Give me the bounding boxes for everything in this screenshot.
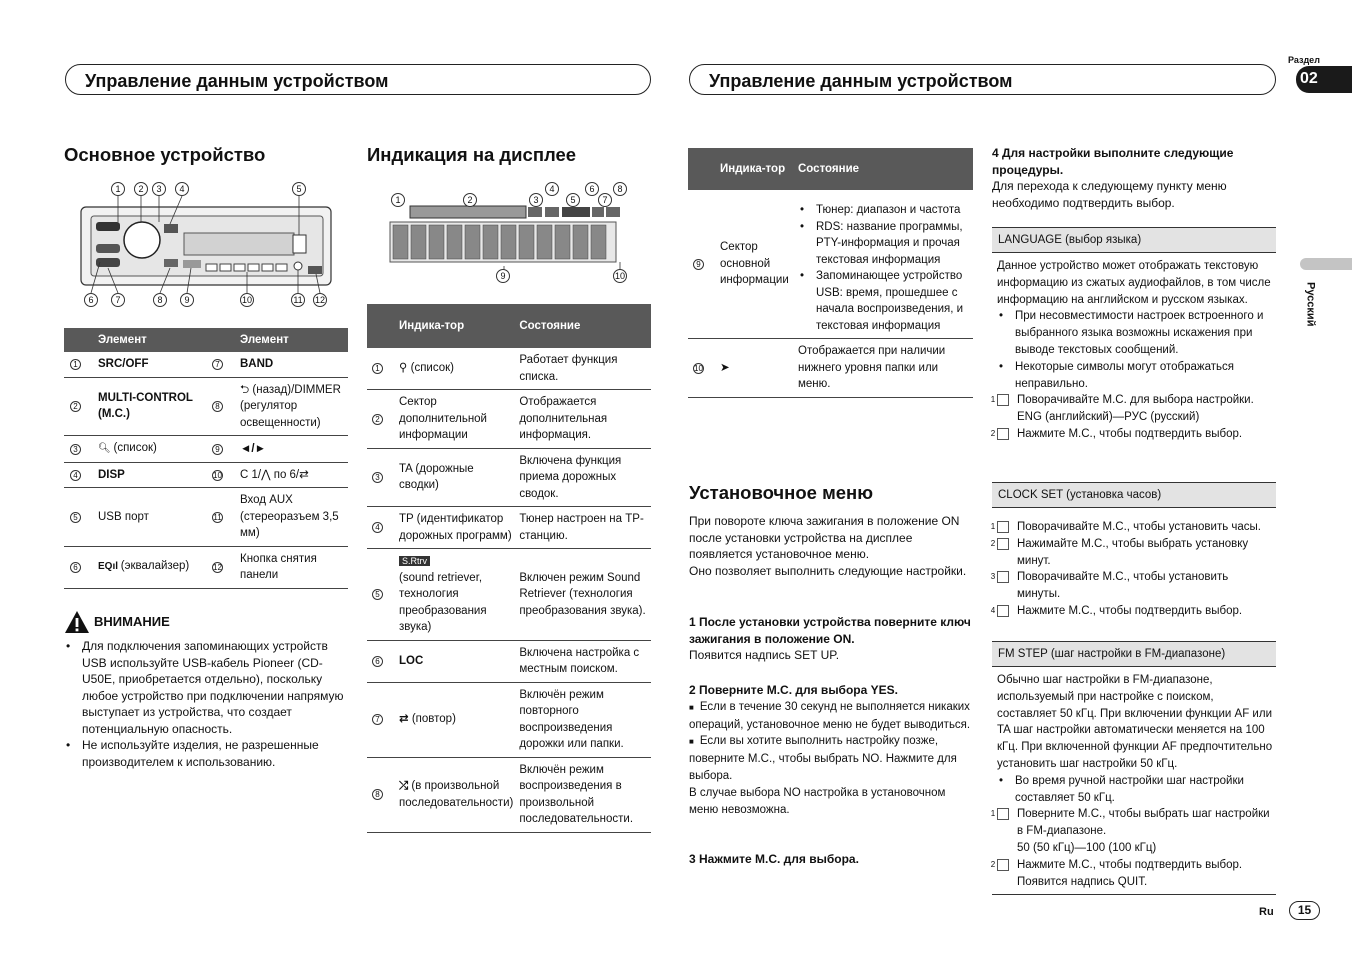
- table-row: 8 ⤮ (в произвольной последовательности) Включён режим воспроизведения в произвольной последовательности.: [367, 757, 651, 832]
- display-callout-2: 2: [463, 193, 477, 207]
- fm-step-section: Обычно шаг настройки в FM-диапазоне, используемый при настройке с поиском, составляет 50 кГц. При включении функции AF или TA шаг настройки автоматически меняется на 100 кГц. При включенной функции AF предпочтительно установить шаг настройки 50 кГц. • Во время ручной настройки шаг настройки составляет 50 кГц. 1 Поверните M.C., чтобы выбрать шаг настройки в FM-диапазоне. 50 (50 кГц)—100 (100 кГц) 2 Нажмите M.C., чтобы подтвердить выбор. Появится надпись QUIT.: [997, 672, 1273, 890]
- list-item: • Тюнер: диапазон и частота: [798, 202, 973, 219]
- table-row: 10 ➤ Отображается при наличии нижнего уровня папки или меню.: [688, 339, 973, 398]
- callout-10: 10: [241, 295, 252, 305]
- callout-9: 9: [180, 293, 194, 307]
- table-row: 1 SRC/OFF 7 BAND: [64, 352, 348, 377]
- col-header-element-2: Элемент: [240, 328, 348, 352]
- section-number: 02: [1300, 70, 1318, 87]
- table-row: 1 ⚲ (список) Работает функция списка.: [367, 348, 651, 390]
- page-number: 15: [1289, 901, 1320, 920]
- table-row: 5 S.Rtrv (sound retriever, технология преобразования звука) Включен режим Sound Retriever (технология преобразования звука).: [367, 549, 651, 641]
- display-callout-1: 1: [391, 193, 405, 207]
- warning-item: • Для подключения запоминающих устройств USB используйте USB-кабель Pioneer (CD-U50E, приобретается отдельно), поскольку любое устройство при подключении напрямую выступает из устройства, что создает потенциальную опасность.: [64, 638, 349, 737]
- indicator-table: [367, 304, 651, 833]
- warning-item: • Не используйте изделия, не разрешенные производителем к использованию.: [64, 737, 349, 770]
- setup-step-4: 4 Для настройки выполните следующие процедуры. Для перехода к следующему пункту меню необходимо подтвердить выбор.: [992, 146, 1234, 210]
- footer-language: Ru: [1259, 906, 1274, 918]
- setup-intro: При повороте ключа зажигания в положение ON после установки устройства на дисплее появляется установочное меню. Оно позволяет выполнить следующие настройки.: [689, 514, 967, 578]
- right-header-title: Управление данным устройством: [709, 71, 1013, 91]
- section-label: Раздел: [1288, 55, 1320, 65]
- callout-6: 6: [84, 293, 98, 307]
- display-callout-7: 7: [598, 193, 612, 207]
- callout-2: 2: [134, 182, 148, 196]
- display-callout-8: 8: [613, 182, 627, 196]
- display-callout-9: 9: [496, 269, 510, 283]
- callout-7: 7: [111, 293, 125, 307]
- col-header-indicator: Индика-тор: [399, 304, 519, 348]
- col-header-indicator: Индика-тор: [720, 148, 798, 190]
- table-row: 2 Сектор дополнительной информации Отображается дополнительная информация.: [367, 390, 651, 449]
- setup-step-2: 2 Поверните M.C. для выбора YES. ■ Если в течение 30 секунд не выполняется никаких операций, установочное меню не будет выводиться. ■ Если вы хотите выполнить настройку позже, поверните M.C., чтобы выбрать NO. Нажмите для выбора. В случае выбора NO настройка в установочном меню невозможна.: [689, 683, 971, 816]
- table-row: 6 LOC Включена настройка с местным поиском.: [367, 640, 651, 682]
- shuffle-icon: ⤮: [399, 780, 412, 792]
- callout-4: 4: [175, 182, 189, 196]
- table-row: 6 EQıl (эквалайзер) 12 Кнопка снятия панели: [64, 546, 348, 588]
- table-row: 4 TP (идентификатор дорожных программ) Тюнер настроен на TP-станцию.: [367, 507, 651, 549]
- table-row: 3 TA (дорожные сводки) Включена функция приема дорожных сводок.: [367, 448, 651, 507]
- display-callout-6: 6: [585, 182, 599, 196]
- warning-icon: [64, 610, 90, 634]
- back-icon: ⮌: [240, 383, 253, 396]
- head-unit-drawing: [64, 180, 348, 310]
- clock-section-header: CLOCK SET (установка часов): [992, 482, 1276, 508]
- equalizer-icon: EQıl: [98, 561, 121, 573]
- bullet-square-icon: ■: [689, 702, 694, 712]
- folder-level-icon: ➤: [720, 361, 730, 374]
- indicator-table-continued: [688, 148, 973, 398]
- srtrv-badge: S.Rtrv: [399, 556, 430, 566]
- setup-step-1: 1 После установки устройства поверните ключ зажигания в положение ON. Появится надпись SET UP.: [689, 615, 971, 662]
- callout-11: 11: [291, 293, 305, 307]
- language-tab-label: Русский: [1304, 282, 1317, 327]
- main-unit-illustration: [64, 180, 348, 310]
- bullet-square-icon: ■: [689, 737, 694, 747]
- fm-step-bottom-rule: [992, 894, 1276, 895]
- list-item: • Запоминающее устройство USB: время, прошедшее с начала воспроизведения, и текстовая информация: [798, 268, 973, 334]
- language-section-header: LANGUAGE (выбор языка): [992, 227, 1276, 253]
- search-icon: 🔍︎: [98, 443, 114, 454]
- col-header-state: Состояние: [519, 304, 651, 348]
- list-item: • RDS: название программы, PTY-информация и прочая текстовая информация: [798, 219, 973, 269]
- language-tab: [1300, 258, 1352, 270]
- display-callout-5: 5: [566, 193, 580, 207]
- list-search-icon: ⚲: [399, 362, 411, 375]
- repeat-icon: ⇄: [299, 468, 309, 481]
- col-header-element-1: Элемент: [98, 328, 206, 352]
- display-callout-3: 3: [529, 193, 543, 207]
- repeat-icon: ⇄: [399, 713, 412, 726]
- table-row: 4 DISP 10 С 1/⋀ по 6/⇄: [64, 462, 348, 488]
- table-row: 2 MULTI-CONTROL (M.C.) 8 ⮌ (назад)/DIMMER (регулятор освещенности): [64, 377, 348, 436]
- display-heading: Индикация на дисплее: [367, 144, 577, 165]
- setup-menu-heading: Установочное меню: [689, 482, 874, 503]
- element-table: [64, 328, 348, 589]
- callout-12: 12: [314, 295, 325, 305]
- callout-1: 1: [111, 182, 125, 196]
- table-row: 3 🔍︎ (список) 9 ◄/►: [64, 436, 348, 463]
- display-callout-4: 4: [545, 182, 559, 196]
- warning-title: ВНИМАНИЕ: [94, 613, 170, 629]
- callout-3: 3: [152, 182, 166, 196]
- callout-5: 5: [292, 182, 306, 196]
- table-row: 9 Сектор основной информации • Тюнер: диапазон и частота • RDS: название программы, PTY-информация и прочая текстовая информация • Запоминающее устройство USB: время, прошедшее с начала воспроизведения, и текстовая информация: [688, 190, 973, 339]
- table-row: 5 USB порт 11 Вход AUX (стереоразъем 3,5 мм): [64, 488, 348, 547]
- clock-section: 1 Поворачивайте M.C., чтобы установить часы. 2 Нажимайте M.C., чтобы выбрать установку минут. 3 Поворачивайте M.C., чтобы установить минуты. 4 Нажмите M.C., чтобы подтвердить выбор.: [990, 521, 1261, 617]
- setup-step-3: 3 Нажмите M.C. для выбора.: [689, 852, 859, 866]
- language-section: Данное устройство может отображать текстовую информацию из сжатых аудиофайлов, в том числе информацию на английском и русском языках. • При несовместимости настроек встроенного и выбранного языка возможны искажения при выводе текстовых сообщений. • Некоторые символы могут отображаться неправильно. 1 Поворачивайте M.C. для выбора настройки. ENG (английский)—РУС (русский) 2 Нажмите M.C., чтобы подтвердить выбор.: [997, 258, 1273, 443]
- callout-8: 8: [153, 293, 167, 307]
- col-header-state: Состояние: [798, 148, 973, 190]
- main-unit-heading: Основное устройство: [64, 144, 266, 165]
- display-callout-10: 10: [614, 271, 625, 281]
- table-row: 7 ⇄ (повтор) Включён режим повторного воспроизведения дорожки или папки.: [367, 682, 651, 757]
- fm-step-section-header: FM STEP (шаг настройки в FM-диапазоне): [992, 641, 1276, 667]
- warning-block: [64, 610, 349, 770]
- left-header-title: Управление данным устройством: [85, 71, 389, 91]
